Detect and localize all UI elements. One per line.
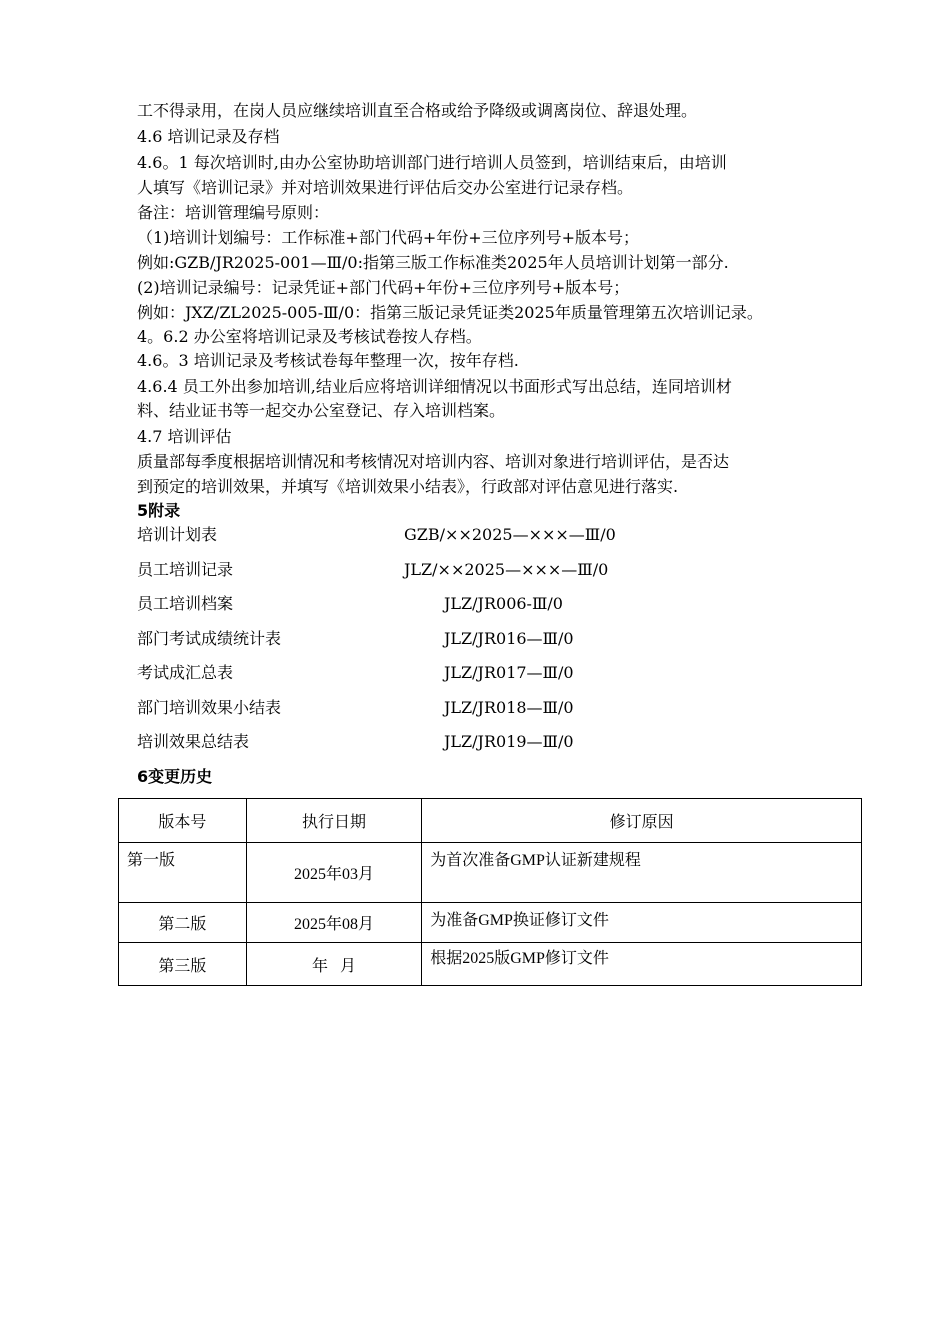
paragraph-line: 料、结业证书等一起交办公室登记、存入培训档案。 <box>137 401 506 420</box>
table-row <box>119 903 862 943</box>
header-date: 执行日期 <box>246 799 422 843</box>
appendix-item-name: 员工培训记录 <box>137 560 234 579</box>
version-cell: 第二版 <box>119 903 247 943</box>
date-cell: 2025年03月 <box>246 843 422 903</box>
header-version: 版本号 <box>119 799 247 843</box>
reason-cell <box>422 903 862 943</box>
paragraph-line: 4。6.2 办公室将培训记录及考核试卷按人存档。 <box>137 327 482 346</box>
appendix-item-code: JLZ/JR017—Ⅲ/0 <box>444 663 574 682</box>
paragraph-line: 质量部每季度根据培训情况和考核情况对培训内容、培训对象进行培训评估，是否达 <box>137 452 730 471</box>
paragraph-line: 例如:GZB/JR2025-001—Ⅲ/0:指第三版工作标准类2025年人员培训计划第一部分. <box>137 253 729 272</box>
appendix-item-code: JLZ/JR006-Ⅲ/0 <box>444 594 563 613</box>
table-header-row <box>119 799 862 843</box>
header-reason: 修订原因 <box>422 799 862 843</box>
change-history-table <box>118 798 862 986</box>
reason-text: 为首次准备GMP认证新建规程 <box>430 852 641 869</box>
paragraph-line: 4.6。3 培训记录及考核试卷每年整理一次，按年存档. <box>137 351 519 370</box>
appendix-item-name: 员工培训档案 <box>137 594 234 613</box>
reason-text: 为准备GMP换证修订文件 <box>430 912 609 929</box>
appendix-item-name: 培训计划表 <box>137 525 218 544</box>
change-history-heading: 6变更历史 <box>137 767 213 786</box>
paragraph-line: 例如：JXZ/ZL2025-005-Ⅲ/0：指第三版记录凭证类2025年质量管理第五次培训记录。 <box>137 303 763 322</box>
appendix-item-code: JLZ/JR018—Ⅲ/0 <box>444 698 574 717</box>
section-heading-4-7: 4.7 培训评估 <box>137 427 232 446</box>
appendix-item-code: JLZ/××2025—×××—Ⅲ/0 <box>404 560 609 579</box>
paragraph-line: （1)培训计划编号：工作标准+部门代码+年份+三位序列号+版本号； <box>137 228 640 247</box>
paragraph-line: 到预定的培训效果，并填写《培训效果小结表》，行政部对评估意见进行落实. <box>137 477 679 496</box>
appendix-item-code: JLZ/JR019—Ⅲ/0 <box>444 732 574 751</box>
reason-text: 根据2025版GMP修订文件 <box>430 950 609 967</box>
reason-cell <box>422 843 862 903</box>
section-heading-4-6: 4.6 培训记录及存档 <box>137 127 280 146</box>
paragraph-line: (2)培训记录编号：记录凭证+部门代码+年份+三位序列号+版本号； <box>137 278 630 297</box>
paragraph-line: 人填写《培训记录》并对培训效果进行评估后交办公室进行记录存档。 <box>137 178 634 197</box>
date-cell: 2025年08月 <box>246 903 422 943</box>
paragraph-line: 4.6。1 每次培训时,由办公室协助培训部门进行培训人员签到，培训结束后，由培训 <box>137 153 727 172</box>
appendix-item-code: GZB/××2025—×××—Ⅲ/0 <box>404 525 616 544</box>
appendix-item-name: 培训效果总结表 <box>137 732 250 751</box>
reason-cell <box>422 943 862 986</box>
paragraph-line: 备注：培训管理编号原则： <box>137 203 330 222</box>
paragraph-line: 4.6.4 员工外出参加培训,结业后应将培训详细情况以书面形式写出总结，连同培训材 <box>137 377 732 396</box>
appendix-item-name: 部门培训效果小结表 <box>137 698 282 717</box>
paragraph-line: 工不得录用，在岗人员应继续培训直至合格或给予降级或调离岗位、辞退处理。 <box>137 101 698 120</box>
table-row <box>119 943 862 986</box>
appendix-item-name: 考试成汇总表 <box>137 663 234 682</box>
appendix-item-name: 部门考试成绩统计表 <box>137 629 282 648</box>
table-row <box>119 843 862 903</box>
version-text: 第一版 <box>127 852 176 869</box>
version-cell: 第三版 <box>119 943 247 986</box>
date-cell: 年 月 <box>246 943 422 986</box>
appendix-heading: 5附录 <box>137 501 181 520</box>
version-cell <box>119 843 247 903</box>
appendix-item-code: JLZ/JR016—Ⅲ/0 <box>444 629 574 648</box>
